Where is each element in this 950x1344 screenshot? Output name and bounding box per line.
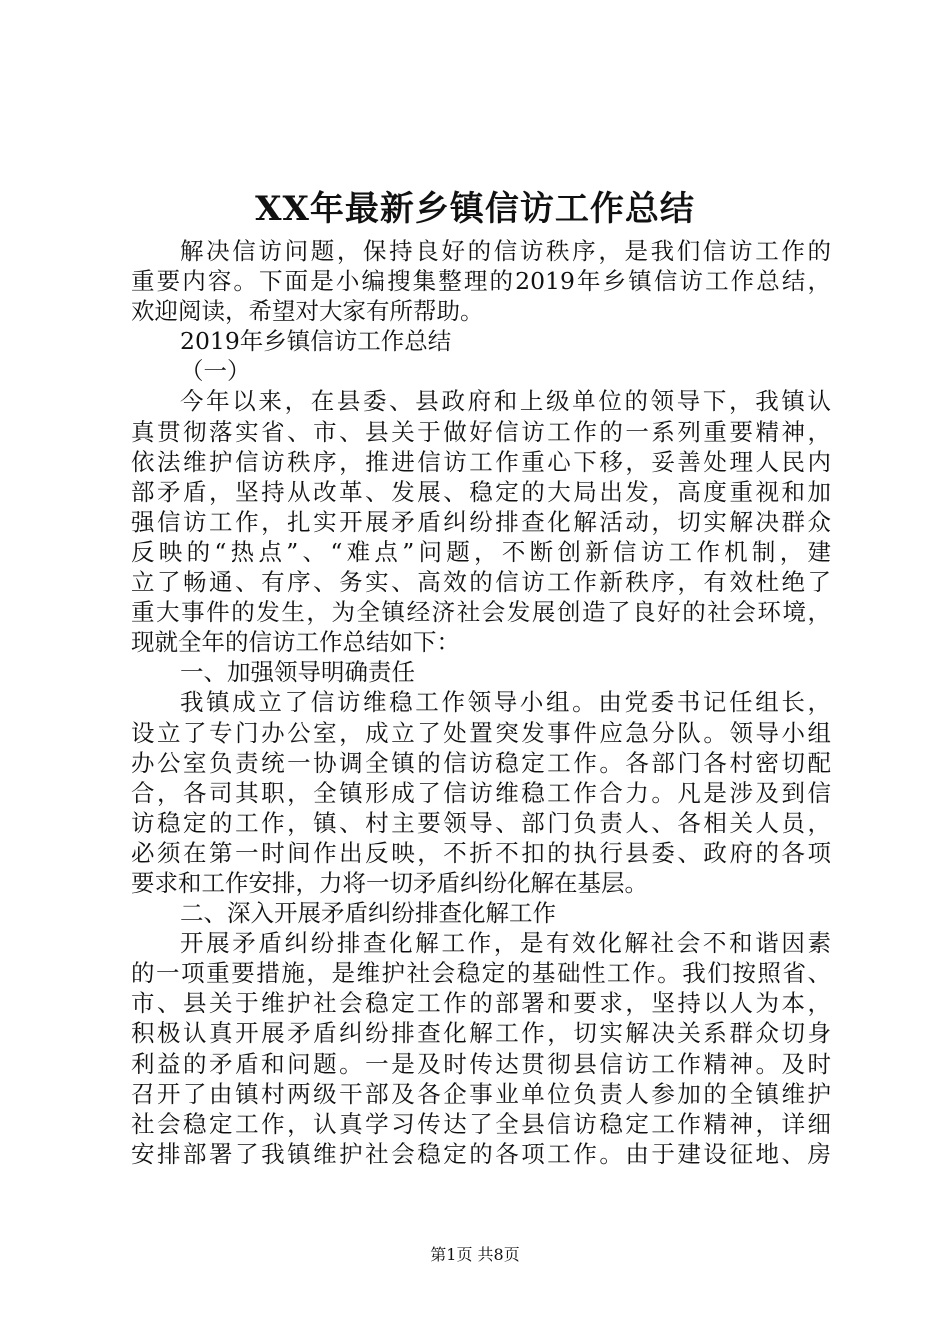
text-line: 二、深入开展矛盾纠纷排查化解工作: [180, 899, 556, 928]
text-line: 利益的矛盾和问题。一是及时传达贯彻县信访工作精神。及时: [131, 1049, 831, 1078]
text-line: 合，各司其职，全镇形成了信访维稳工作合力。凡是涉及到信: [131, 778, 831, 807]
document-title: XX年最新乡镇信访工作总结: [255, 189, 695, 229]
text-line: 要求和工作安排，力将一切矛盾纠纷化解在基层。: [131, 868, 648, 897]
text-line: 我镇成立了信访维稳工作领导小组。由党委书记任组长，: [180, 688, 831, 717]
text-line: 2019年乡镇信访工作总结: [180, 327, 452, 356]
document-body: [131, 236, 831, 1169]
text-line: 一、加强领导明确责任: [180, 658, 415, 687]
text-line: 积极认真开展矛盾纠纷排查化解工作，切实解决关系群众切身: [131, 1019, 831, 1048]
text-line: 欢迎阅读，希望对大家有所帮助。: [131, 297, 484, 326]
text-line: 强信访工作，扎实开展矛盾纠纷排查化解活动，切实解决群众: [131, 507, 831, 536]
text-line: 开展矛盾纠纷排查化解工作，是有效化解社会不和谐因素: [180, 929, 831, 958]
text-line: 解决信访问题，保持良好的信访秩序，是我们信访工作的: [180, 237, 831, 265]
text-line: （一）: [180, 357, 251, 386]
text-line: 访稳定的工作，镇、村主要领导、部门负责人、各相关人员，: [131, 808, 831, 837]
text-line: 现就全年的信访工作总结如下：: [131, 628, 460, 657]
text-line: 社会稳定工作，认真学习传达了全县信访稳定工作精神，详细: [131, 1109, 831, 1138]
text-line: 设立了专门办公室，成立了处置突发事件应急分队。领导小组: [131, 718, 831, 747]
text-line: 依法维护信访秩序，推进信访工作重心下移，妥善处理人民内: [131, 447, 831, 476]
text-line: 立了畅通、有序、务实、高效的信访工作新秩序，有效杜绝了: [131, 568, 831, 597]
text-line: 重大事件的发生，为全镇经济社会发展创造了良好的社会环境，: [131, 598, 831, 627]
text-line: 真贯彻落实省、市、县关于做好信访工作的一系列重要精神，: [131, 417, 831, 446]
text-line: 今年以来，在县委、县政府和上级单位的领导下，我镇认: [180, 387, 831, 416]
text-line: 的一项重要措施，是维护社会稳定的基础性工作。我们按照省、: [131, 959, 831, 988]
text-line: 安排部署了我镇维护社会稳定的各项工作。由于建设征地、房: [131, 1139, 831, 1168]
text-line: 重要内容。下面是小编搜集整理的2019年乡镇信访工作总结，: [131, 267, 831, 296]
text-line: 市、县关于维护社会稳定工作的部署和要求，坚持以人为本，: [131, 989, 831, 1018]
text-line: 部矛盾，坚持从改革、发展、稳定的大局出发，高度重视和加: [131, 477, 831, 506]
text-line: 反映的“热点”、“难点”问题，不断创新信访工作机制，建: [131, 537, 831, 566]
text-line: 必须在第一时间作出反映，不折不扣的执行县委、政府的各项: [131, 838, 831, 867]
text-line: 办公室负责统一协调全镇的信访稳定工作。各部门各村密切配: [131, 748, 831, 777]
text-line: 召开了由镇村两级干部及各企事业单位负责人参加的全镇维护: [131, 1079, 831, 1108]
page-footer: 第1页 共8页: [430, 1245, 520, 1264]
